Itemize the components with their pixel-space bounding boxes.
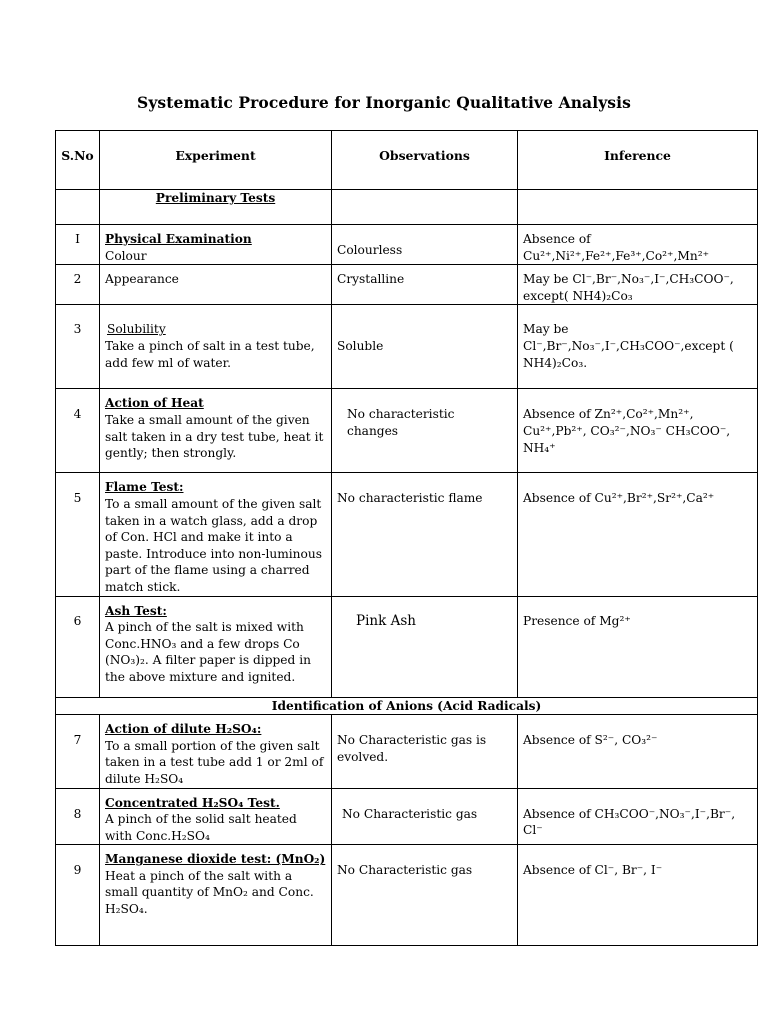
row-inference: May be Cl⁻,Br⁻,No₃⁻,I⁻,CH₃COO⁻, except( NH4)₂Co₃: [518, 265, 758, 305]
row-inference: May be Cl⁻,Br⁻,No₃⁻,I⁻,CH₃COO⁻,except ( NH4)₂Co₃.: [518, 305, 758, 389]
row-sno: 6: [56, 596, 100, 697]
experiment-title: Ash Test:: [105, 603, 167, 618]
row-observation: No Characteristic gas is evolved.: [332, 715, 518, 788]
experiment-title: Action of dilute H₂SO₄:: [105, 722, 262, 737]
experiment-title: Physical Examination: [105, 232, 252, 246]
analysis-table: [55, 130, 758, 946]
row-observation: No Characteristic gas: [332, 788, 518, 845]
table-row: [56, 845, 758, 946]
row-inference: Absence of Cu²⁺,Ni²⁺,Fe²⁺,Fe³⁺,Co²⁺,Mn²⁺: [518, 225, 758, 265]
page-title: Systematic Procedure for Inorganic Qualitative Analysis: [137, 93, 631, 112]
row-observation: Crystalline: [332, 265, 518, 305]
row-sno: 7: [56, 715, 100, 788]
table-header-row: [56, 131, 758, 190]
experiment-title: Concentrated H₂SO₄ Test.: [105, 795, 280, 810]
row-experiment: [100, 473, 332, 596]
row-sno: I: [56, 225, 100, 265]
table-row: [56, 473, 758, 596]
section-row-anions: [56, 697, 758, 715]
row-observation: No Characteristic gas: [332, 845, 518, 946]
section-row-preliminary: [56, 190, 758, 225]
row-sno: 4: [56, 389, 100, 473]
row-experiment: [100, 265, 332, 305]
experiment-title: Action of Heat: [105, 396, 204, 411]
experiment-body: A pinch of the solid salt heated with Conc.H₂SO₄: [105, 812, 297, 843]
row-inference: Absence of Cl⁻, Br⁻, I⁻: [518, 845, 758, 946]
header-observations: Observations: [332, 131, 518, 190]
table-row: [56, 389, 758, 473]
experiment-body: Take a pinch of salt in a test tube, add few ml of water.: [105, 338, 315, 370]
row-experiment: [100, 845, 332, 946]
row-sno: 8: [56, 788, 100, 845]
row-sno: 9: [56, 845, 100, 946]
row-experiment: [100, 715, 332, 788]
row-sno: 5: [56, 473, 100, 596]
header-experiment: Experiment: [100, 131, 332, 190]
header-sno: S.No: [56, 131, 100, 190]
header-inference: Inference: [518, 131, 758, 190]
row-inference: Presence of Mg²⁺: [518, 596, 758, 697]
row-observation: Colourless: [332, 225, 518, 265]
row-inference: Absence of S²⁻, CO₃²⁻: [518, 715, 758, 788]
row-sno: 2: [56, 265, 100, 305]
row-observation: Soluble: [332, 305, 518, 389]
experiment-title: Solubility: [107, 322, 166, 337]
row-observation: No characteristic flame: [332, 473, 518, 596]
row-inference: Absence of Zn²⁺,Co²⁺,Mn²⁺, Cu²⁺,Pb²⁺, CO₃²⁻,NO₃⁻ CH₃COO⁻, NH₄⁺: [518, 389, 758, 473]
table-row: [56, 788, 758, 845]
experiment-body: Appearance: [105, 272, 179, 287]
section-title-preliminary: Preliminary Tests: [155, 191, 276, 205]
row-experiment: [100, 305, 332, 389]
experiment-body: Take a small amount of the given salt taken in a dry test tube, heat it gently; then strongly.: [105, 412, 324, 461]
experiment-body: Colour: [105, 248, 147, 263]
table-row: [56, 596, 758, 697]
row-observation: Pink Ash: [332, 596, 518, 697]
row-experiment: [100, 788, 332, 845]
section-title-anions: Identification of Anions (Acid Radicals): [56, 697, 758, 715]
experiment-body: To a small amount of the given salt taken in a watch glass, add a drop of Con. HCl and make it into a paste. Introduce into non-luminous part of the flame using a charred match stick.: [105, 496, 322, 594]
experiment-body: Heat a pinch of the salt with a small quantity of MnO₂ and Conc. H₂SO₄.: [105, 868, 314, 917]
row-inference: Absence of Cu²⁺,Br²⁺,Sr²⁺,Ca²⁺: [518, 473, 758, 596]
table-row: [56, 305, 758, 389]
row-inference: Absence of CH₃COO⁻,NO₃⁻,I⁻,Br⁻, Cl⁻: [518, 788, 758, 845]
row-observation: No characteristic changes: [332, 389, 518, 473]
table-row: [56, 225, 758, 265]
experiment-body: A pinch of the salt is mixed with Conc.HNO₃ and a few drops Co (NO₃)₂. A filter paper is dipped in the above mixture and ignited.: [105, 620, 311, 684]
row-experiment: [100, 389, 332, 473]
row-experiment: [100, 596, 332, 697]
table-row: [56, 715, 758, 788]
table-row: [56, 265, 758, 305]
experiment-title: Manganese dioxide test: (MnO₂): [105, 852, 326, 867]
experiment-title: Flame Test:: [105, 480, 184, 495]
experiment-body: To a small portion of the given salt taken in a test tube add 1 or 2ml of dilute H₂SO₄: [105, 738, 324, 786]
row-sno: 3: [56, 305, 100, 389]
row-experiment: [100, 225, 332, 265]
